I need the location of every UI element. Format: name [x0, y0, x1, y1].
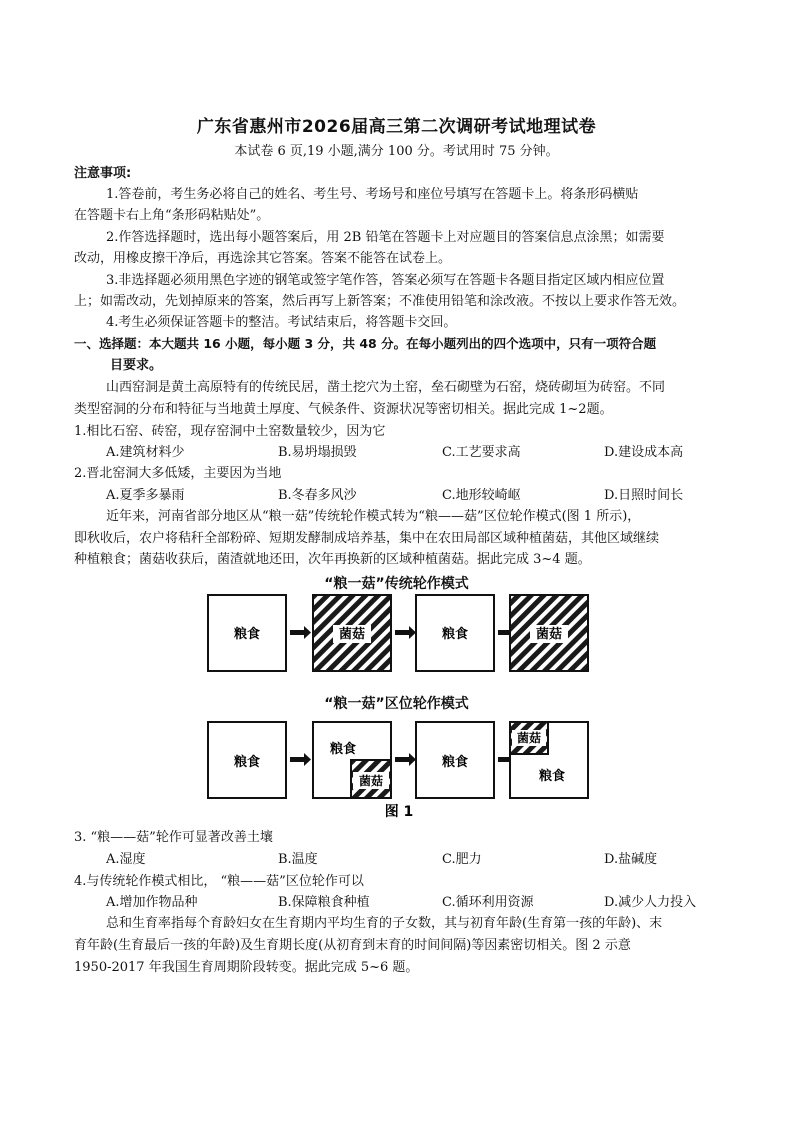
figure-caption: 图 1	[384, 804, 414, 820]
zoned-step-grain-1	[208, 722, 286, 798]
q3-option-c: C.肥力	[442, 852, 482, 867]
q1-option-b: B.易坍塌损毁	[278, 445, 357, 460]
section-heading-cont: 目要求。	[110, 358, 163, 373]
figure-bottom-title: “粮一菇”区位轮作模式	[324, 696, 469, 712]
exam-subtitle: 本试卷 6 页,19 小题,满分 100 分。考试用时 75 分钟。	[234, 144, 559, 159]
passage-line: 近年来，河南省部分地区从“粮一菇”传统轮作模式转为“粮——菇”区位轮作模式(图 1 所示)，	[106, 509, 641, 524]
section-heading: 一、选择题：本大题共 16 小题，每小题 3 分，共 48 分。在每小题列出的四个选项中，只有一项符合题	[74, 336, 657, 351]
q1-option-c: C.工艺要求高	[442, 445, 521, 460]
notice-heading: 注意事项:	[74, 166, 132, 181]
grain-label: 粮食	[233, 627, 261, 642]
q2-option-d: D.日照时间长	[604, 488, 684, 503]
grain-label: 粮食	[441, 627, 469, 642]
notice-line: 2.作答选择题时，选出每小题答案后，用 2B 铅笔在答题卡上对应题目的答案信息点涂黑；如需要	[106, 230, 665, 245]
traditional-step-grain-1	[208, 595, 286, 671]
passage-line: 种植粮食；菌菇收获后，菌渣就地还田，次年再换新的区域种植菌菇。据此完成 3~4 题。	[74, 552, 591, 567]
q2-option-c: C.地形较崎岖	[442, 488, 521, 503]
mushroom-label: 菌菇	[516, 731, 542, 745]
notice-line: 4.考生必须保证答题卡的整洁。考试结束后，将答题卡交回。	[106, 315, 457, 330]
notice-line: 1.答卷前，考生务必将自己的姓名、考生号、考场号和座位号填写在答题卡上。将条形码横贴	[106, 187, 639, 202]
passage-line: 山西窑洞是黄土高原特有的传统民居，凿土挖穴为土窑，垒石砌壁为石窑，烧砖砌垣为砖窑。不同	[106, 380, 666, 395]
notice-line: 上；如需改动，先划掉原来的答案，然后再写上新答案；不准使用铅笔和涂改液。不按以上要求作答无效。	[74, 294, 686, 309]
traditional-step-mushroom-1	[313, 595, 391, 671]
grain-label: 粮食	[441, 755, 469, 770]
arrow-icon	[290, 626, 311, 639]
q3-option-b: B.温度	[278, 852, 318, 867]
grain-label: 粮食	[233, 755, 261, 770]
arrow-icon	[395, 753, 416, 766]
question-1-stem: 1.相比石窑、砖窑，现存窑洞中土窑数量较少，因为它	[74, 424, 386, 439]
q3-option-d: D.盐碱度	[604, 852, 658, 867]
passage-line: 育年龄(生育最后一孩的年龄)及生育期长度(从初育到末育的时间间隔)等因素密切相关。图 2 示意	[74, 938, 631, 953]
q3-option-a: A.湿度	[106, 852, 146, 867]
grain-label: 粮食	[538, 769, 566, 784]
zoned-step-grain-2	[416, 722, 494, 798]
zoned-step-mixed-1	[313, 722, 391, 798]
question-2-stem: 2.晋北窑洞大多低矮，主要因为当地	[74, 466, 282, 481]
passage-line: 即秋收后，农户将秸秆全部粉碎、短期发酵制成培养基，集中在农田局部区域种植菌菇，其他区域继续	[74, 531, 660, 546]
passage-line: 总和生育率指每个育龄妇女在生育期内平均生育的子女数，其与初育年龄(生育第一孩的年龄)、末	[106, 916, 663, 931]
passage-line: 类型窑洞的分布和特征与当地黄土厚度、气候条件、资源状况等密切相关。据此完成 1~2题。	[74, 402, 613, 417]
zoned-step-mixed-2	[510, 722, 588, 798]
mushroom-label: 菌菇	[535, 627, 563, 642]
q1-option-d: D.建设成本高	[604, 445, 684, 460]
passage-line: 1950-2017 年我国生育周期阶段转变。据此完成 5~6 题。	[74, 960, 419, 975]
exam-title: 广东省惠州市2026届高三第二次调研考试地理试卷	[196, 117, 597, 137]
mushroom-label: 菌菇	[338, 627, 366, 642]
question-3-stem: 3. “粮——菇”轮作可显著改善土壤	[74, 830, 273, 845]
notice-line: 在答题卡右上角“条形码粘贴处”。	[74, 208, 270, 223]
arrow-icon	[290, 753, 311, 766]
question-4-stem: 4.与传统轮作模式相比， “粮——菇”区位轮作可以	[74, 874, 364, 889]
q2-option-b: B.冬春多风沙	[278, 488, 357, 503]
arrow-icon	[395, 626, 416, 639]
grain-label: 粮食	[329, 742, 357, 757]
q4-option-a: A.增加作物品种	[106, 895, 198, 910]
q4-option-c: C.循环利用资源	[442, 895, 534, 910]
q4-option-d: D.减少人力投入	[604, 895, 697, 910]
traditional-step-grain-2	[416, 595, 494, 671]
notice-line: 改动，用橡皮擦干净后，再选涂其它答案。答案不能答在试卷上。	[74, 251, 452, 266]
figure-top-title: “粮一菇”传统轮作模式	[324, 576, 469, 592]
q4-option-b: B.保障粮食种植	[278, 895, 370, 910]
q1-option-a: A.建筑材料少	[106, 445, 185, 460]
traditional-step-mushroom-2	[510, 595, 588, 671]
notice-line: 3.非选择题必须用黑色字迹的钢笔或签字笔作答，答案必须写在答题卡各题目指定区域内相应位置	[106, 273, 665, 288]
mushroom-label: 菌菇	[358, 774, 384, 788]
q2-option-a: A.夏季多暴雨	[106, 488, 185, 503]
